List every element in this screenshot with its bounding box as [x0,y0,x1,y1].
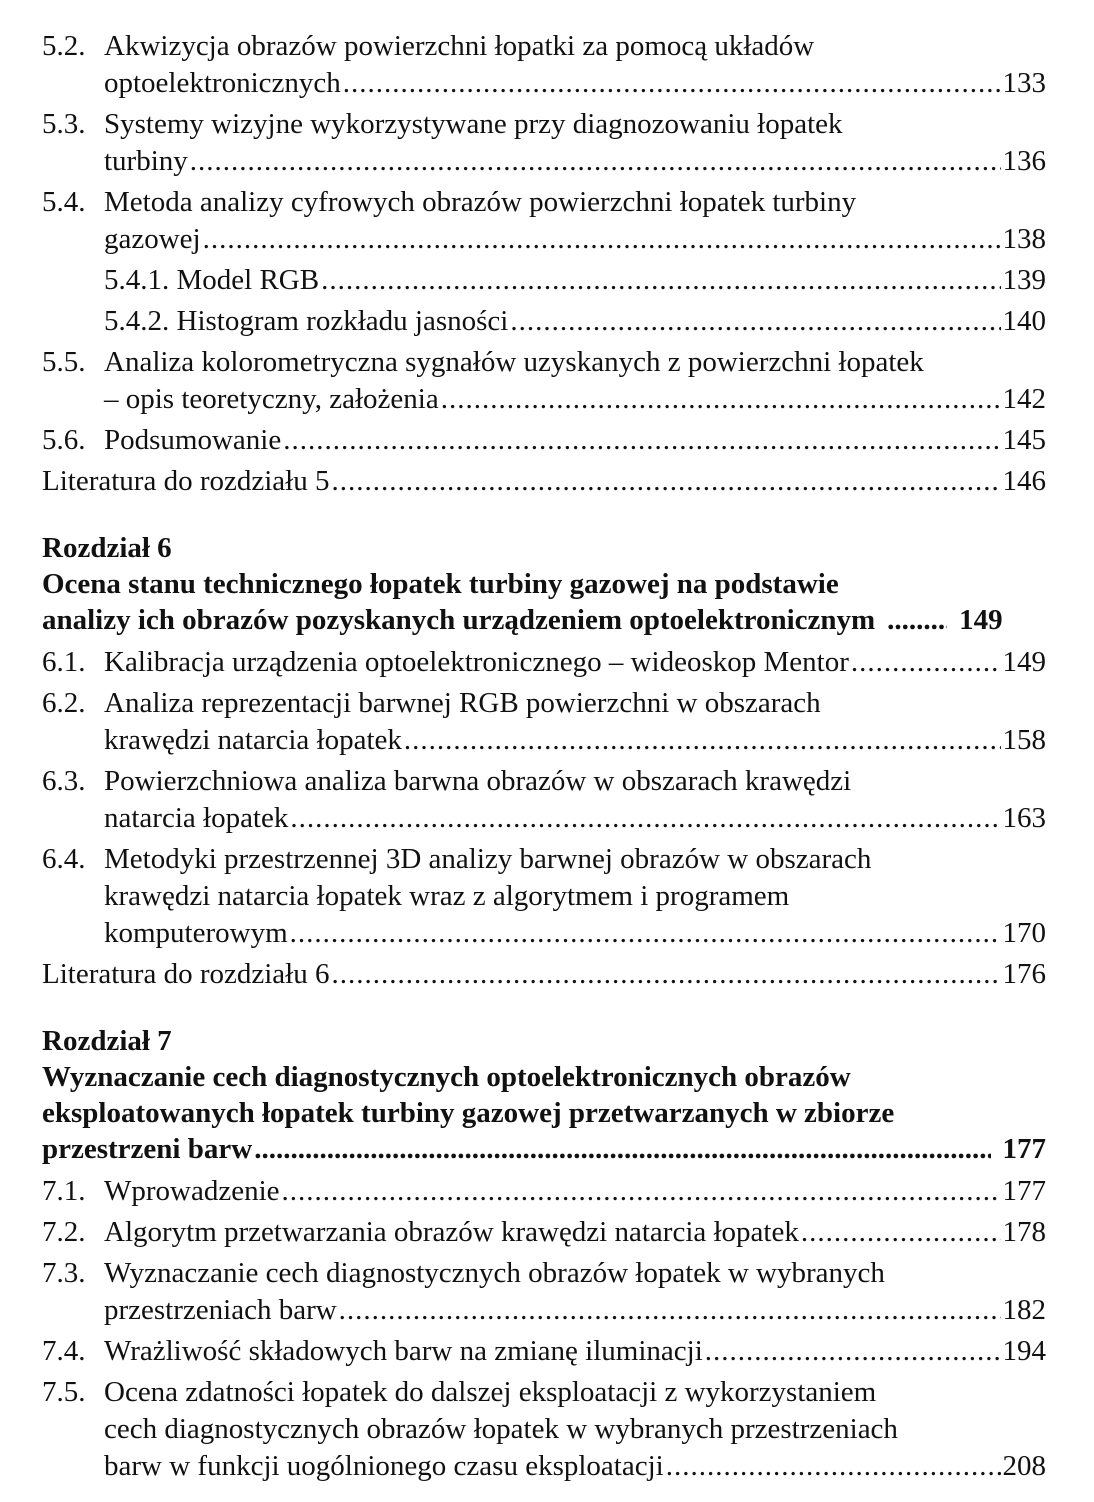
page-number: 208 [1002,1450,1046,1482]
entry-title-last: Wrażliwość składowych barw na zmianę iluminacji [104,1335,703,1367]
chapter-label: Rozdział 7 [42,1025,172,1057]
entry-number: 6.1. [42,646,86,678]
toc-literature-6 [42,956,1046,993]
entry-number: 5.5. [42,346,86,378]
entry-title-last: komputerowym [104,917,288,949]
leader-dots [190,143,1001,180]
entry-title-last: turbiny [104,145,188,177]
leader-dots [331,463,1000,500]
leader-dots [441,381,1001,418]
entry-title-line: Metoda analizy cyfrowych obrazów powierzchni łopatek turbiny [104,186,857,218]
entry-title-line: Analiza kolorometryczna sygnałów uzyskanych z powierzchni łopatek [104,346,924,378]
entry-title-line: cech diagnostycznych obrazów łopatek w wybranych przestrzeniach [104,1413,898,1445]
entry-title-last: Wprowadzenie [104,1175,280,1207]
table-of-contents [42,28,1046,1485]
toc-entry-7-5 [42,1374,1046,1485]
leader-dots [290,915,1001,952]
page-number: 178 [1002,1216,1046,1248]
entry-number: 6.3. [42,765,86,797]
entry-title-last: Podsumowanie [104,424,282,456]
entry-number: 5.4.1. [104,264,170,296]
page-number: 158 [1002,724,1046,756]
entry-title-last: Algorytm przetwarzania obrazów krawędzi natarcia łopatek [104,1216,799,1248]
entry-number: 6.4. [42,843,86,875]
entry-number: 7.3. [42,1257,86,1289]
entry-number: 6.2. [42,687,86,719]
page-number: 149 [959,604,1003,636]
entry-title-last: krawędzi natarcia łopatek [104,724,402,756]
leader-dots [666,1448,1001,1485]
leader-dots [331,956,1000,993]
toc-entry-5-4-2 [42,303,1046,340]
entry-number: 7.4. [42,1335,86,1367]
entry-title-line: Wyznaczanie cech diagnostycznych obrazów łopatek w wybranych [104,1257,885,1289]
page-number: 142 [1002,383,1046,415]
entry-title-last: Kalibracja urządzenia optoelektronicznego – wideoskop Mentor [104,646,849,678]
toc-entry-6-3 [42,763,1046,837]
toc-entry-7-1 [42,1173,1046,1210]
chapter-title-line: Ocena stanu technicznego łopatek turbiny gazowej na podstawie [42,568,839,600]
entry-number: 7.1. [42,1175,86,1207]
entry-number: 7.5. [42,1376,86,1408]
page-number: 145 [1002,424,1046,456]
toc-entry-5-6 [42,422,1046,459]
chapter-title-line: Wyznaczanie cech diagnostycznych optoelektronicznych obrazów [42,1061,851,1093]
chapter-title-last: przestrzeni barw [42,1133,253,1165]
toc-entry-5-5 [42,344,1046,418]
entry-number: 5.4. [42,186,86,218]
toc-entry-6-1 [42,644,1046,681]
entry-number: 5.6. [42,424,86,456]
toc-entry-5-2 [42,28,1046,102]
entry-title-last: Literatura do rozdziału 5 [42,465,330,497]
page-number: 146 [1002,465,1046,497]
toc-literature-5 [42,463,1046,500]
page-number: 177 [1002,1133,1046,1165]
entry-number: 5.3. [42,108,86,140]
page-number: 194 [1002,1335,1046,1367]
chapter-title-line: eksploatowanych łopatek turbiny gazowej przetwarzanych w zbiorze [42,1097,895,1129]
page-number: 182 [1002,1294,1046,1326]
chapter-label: Rozdział 6 [42,532,172,564]
leader-dots [203,221,1001,258]
toc-entry-7-3 [42,1255,1046,1329]
leader-dots [343,65,1001,102]
leader-dots [705,1333,1001,1370]
leader-dots [321,262,1000,299]
page-number: 163 [1002,802,1046,834]
page-number: 177 [1002,1175,1046,1207]
entry-title-line: Akwizycja obrazów powierzchni łopatki za pomocą układów [104,30,815,62]
toc-entry-7-4 [42,1333,1046,1370]
entry-title-last: Literatura do rozdziału 6 [42,958,330,990]
leader-dots [851,644,1001,681]
toc-entry-6-2 [42,685,1046,759]
entry-title-line: krawędzi natarcia łopatek wraz z algorytmem i programem [104,880,790,912]
entry-title-line: Ocena zdatności łopatek do dalszej eksploatacji z wykorzystaniem [104,1376,877,1408]
entry-title-last: Histogram rozkładu jasności [176,305,509,337]
toc-entry-7-2 [42,1214,1046,1251]
chapter-heading-7 [42,1023,1046,1167]
page-number: 140 [1002,305,1046,337]
entry-title-last: – opis teoretyczny, założenia [104,383,439,415]
leader-dots [254,1131,990,1167]
toc-entry-5-4 [42,184,1046,258]
leader-dots [801,1214,1001,1251]
chapter-heading-6 [42,530,1046,638]
entry-title-line: Systemy wizyjne wykorzystywane przy diagnozowaniu łopatek [104,108,843,140]
page-number: 170 [1002,917,1046,949]
entry-title-last: natarcia łopatek [104,802,289,834]
entry-title-last: optoelektronicznych [104,67,341,99]
entry-number: 5.2. [42,30,86,62]
toc-entry-5-3 [42,106,1046,180]
leader-dots [339,1292,1001,1329]
leader-dots [510,303,1000,340]
leader-dots [283,422,1000,459]
page-number: 149 [1002,646,1046,678]
entry-title-line: Powierzchniowa analiza barwna obrazów w obszarach krawędzi [104,765,852,797]
entry-title-last: gazowej [104,223,201,255]
leader-dots [282,1173,1001,1210]
page-number: 139 [1002,264,1046,296]
leader-dots [290,800,1000,837]
page-number: 138 [1002,223,1046,255]
entry-title-last: przestrzeniach barw [104,1294,337,1326]
chapter-title-last: analizy ich obrazów pozyskanych urządzeniem optoelektronicznym [42,604,876,636]
entry-title-line: Metodyki przestrzennej 3D analizy barwnej obrazów w obszarach [104,843,872,875]
leader-dots [887,602,947,638]
entry-number: 5.4.2. [104,305,170,337]
entry-title-last: barw w funkcji uogólnionego czasu eksploatacji [104,1450,664,1482]
page-number: 136 [1002,145,1046,177]
entry-title-line: Analiza reprezentacji barwnej RGB powierzchni w obszarach [104,687,821,719]
page-number: 176 [1002,958,1046,990]
leader-dots [404,722,1001,759]
page-number: 133 [1002,67,1046,99]
toc-entry-6-4 [42,841,1046,952]
entry-number: 7.2. [42,1216,86,1248]
toc-entry-5-4-1 [42,262,1046,299]
entry-title-last: Model RGB [176,264,320,296]
